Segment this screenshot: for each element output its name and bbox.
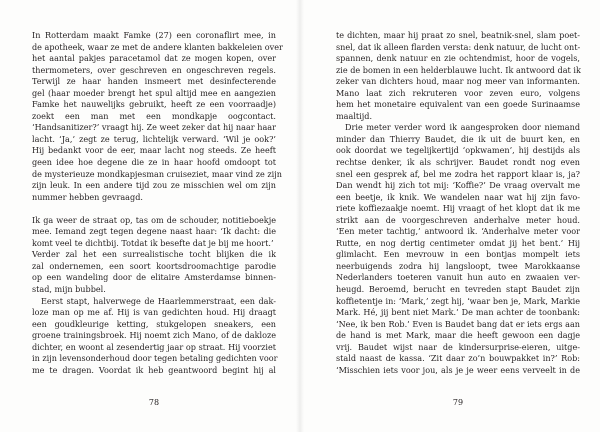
text-line: In Rotterdam maakt Famke (27) een coronaflirt mee, in (32, 30, 276, 40)
text-line: Drie meter verder word ik aangesproken door niemand (345, 122, 580, 133)
text-line: Dan wendt hij zich tot mij: ‘Koffie?’ De vraag overvalt me (336, 180, 580, 191)
text-line: Verder zal het een surrealistische tocht blijken die ik (32, 249, 276, 260)
text-line: neerbuigends zodra hij langsloopt, twee Marokkaanse (336, 260, 580, 271)
text-line: thermometers, over geschreven en ongeschreven regels. (32, 64, 276, 75)
text-line: Nederlanders toeteren vanuit hun auto en zwaaien ver- (336, 272, 580, 283)
text-line: loze man op me af. Hij is van gedichten houd. Hij draagt (32, 307, 276, 318)
text-line: Hij bedankt voor de eer, maar lacht nog steeds. Ze heeft (32, 145, 276, 156)
text-line: ook doordat we tegelijkertijd ‘opkwamen’, hij destijds als (336, 145, 580, 156)
right-page-number: 79 (452, 398, 464, 407)
text-line: minder dan Thierry Baudet, die ik uit de buurt ken, en (336, 133, 580, 144)
book-gutter (296, 0, 304, 432)
text-line: ‘Nee, ik ben Rob.’ Even is Baudet bang dat er iets ergs aan (336, 318, 580, 329)
right-page (336, 30, 580, 376)
text-line: een goudkleurige ketting, stukgelopen sneakers, een (32, 318, 276, 329)
text-line: stad, mijn bubbel. (32, 284, 106, 295)
text-line: een beetje, ik knik. We wandelen naar wat hij zijn favo- (336, 191, 580, 202)
text-line: Mano laat zich rekruteren voor zeven euro, volgens (336, 87, 580, 98)
text-line: strikt aan de voorgeschreven anderhalve meter houd. (336, 214, 580, 225)
text-line: rechtse denker, ik als schrijver. Baudet rondt nog even (336, 157, 580, 168)
text-line: Terwijl ze haar handen insmeert met desinfecterende (32, 76, 276, 87)
text-line: vrij. Baudet wijst naar de kindersurprise-eieren, uitge- (336, 341, 580, 352)
text-line: Ik ga weer de straat op, tas om de schouder, notitieboekje (32, 214, 276, 225)
text-line: ‘Misschien iets voor jou, als je je weer eens verveelt in de (336, 364, 580, 375)
text-line: heugd. Beroemd, berucht en tevreden stapt Baudet zijn (336, 284, 580, 295)
text-line: zeker van dichters houd, maar nog meer van informanten. (336, 76, 580, 87)
text-line: Eerst stapt, halverwege de Haarlemmerstraat, een dak- (41, 295, 276, 306)
text-line: ‘Handsanitizer?’ vraagt hij. Ze weet zeker dat hij naar haar (32, 122, 276, 133)
text-line: het aantal pakjes paracetamol dat ze mogen kopen, over (32, 53, 276, 64)
text-line: snel, dat ik alleen flarden versta: denk natuur, de lucht ont- (336, 41, 581, 52)
text-line: Rutte, en nog dertig centimeter omdat jij het bent.’ Hij (336, 237, 580, 248)
left-page (32, 30, 283, 376)
text-line: mee. Iemand zegt tegen degene naast haar: ‘Ik dacht: die (32, 226, 276, 237)
text-line: op een wandeling door de elitaire Amsterdamse binnen- (32, 272, 276, 283)
text-line: glimlacht. Een mevrouw in een bontjas mompelt iets (336, 249, 580, 260)
text-line: koffietentje in: ‘Mark,’ zegt hij, ‘waar ben je, Mark, Markie (336, 295, 580, 306)
text-line: gel (haar moeder brengt het spul altijd mee en aangezien (32, 87, 276, 98)
text-line: maaltijd. (336, 110, 373, 121)
text-line: Famke het nauwelijks gebruikt, heeft ze een voorraadje) (32, 99, 276, 110)
text-line: zie de bomen in een helderblauwe lucht. Ik antwoord dat ik (336, 64, 581, 75)
text-line: de hand is met Mark, maar die heeft gewoon een dagje (336, 330, 580, 341)
text-line: nummer hebben gevraagd. (32, 191, 143, 202)
text-line: lacht. ‘Ja,’ zegt ze terug, lichtelijk verward. ‘Wil je ook?’ (32, 133, 276, 144)
text-line: zijn leuk. In een andere tijd zou ze misschien wel om zijn (32, 180, 276, 191)
left-page-number: 78 (148, 398, 160, 407)
text-line: snel een gesprek af, bel me zodra het rapport klaar is, ja? (336, 168, 580, 179)
text-line: stald naast de kassa. ‘Zit daar zo’n bouwpakket in?’ Rob: (336, 353, 580, 364)
text-line: hem het monetaire equivalent van een goede Surinaamse (336, 99, 580, 110)
text-line: dichter, en woont al zesendertig jaar op straat. Hij voorziet (32, 341, 276, 352)
text-line: riete koffiezaakje noemt. Hij vraagt of het klopt dat ik me (336, 203, 580, 214)
text-line (32, 203, 276, 215)
text-line: Mark. Hé, jij bent niet Mark.’ De man achter de toonbank: (336, 307, 580, 318)
text-line: de mysterieuze mondkapjesman cruiseziet, maar vind ze zijn (32, 168, 282, 179)
text-line: zal ondernemen, een soort koortsdroomachtige parodie (32, 260, 276, 271)
text-line: in zijn levensonderhoud door tegen betaling gedichten voor (32, 353, 278, 364)
text-line: me te dragen. Voordat ik heb geantwoord begint hij al (32, 364, 276, 375)
text-line: de apotheek, waar ze met de andere klanten bakkeleien over (32, 41, 283, 52)
text-line: te dichten, maar hij praat zo snel, beatnik-snel, slam poet- (336, 30, 580, 40)
text-line: zoekt een man met een mondkapje oogcontact. (32, 110, 276, 121)
text-line: komt veel te dichtbij. Totdat ik besefte dat je bij me hoort.’ (32, 237, 274, 248)
text-line: ‘Een meter tachtig,’ antwoord ik. ‘Anderhalve meter voor (336, 226, 580, 237)
text-line: groene trainingsbroek. Hij noemt zich Mano, of de dakloze (32, 330, 276, 341)
text-line: spannen, denk natuur en zie ochtendmist, hoor de vogels, (336, 53, 580, 64)
text-line: geen idee hoe degene die ze in haar hoofd omdoopt tot (32, 157, 276, 168)
